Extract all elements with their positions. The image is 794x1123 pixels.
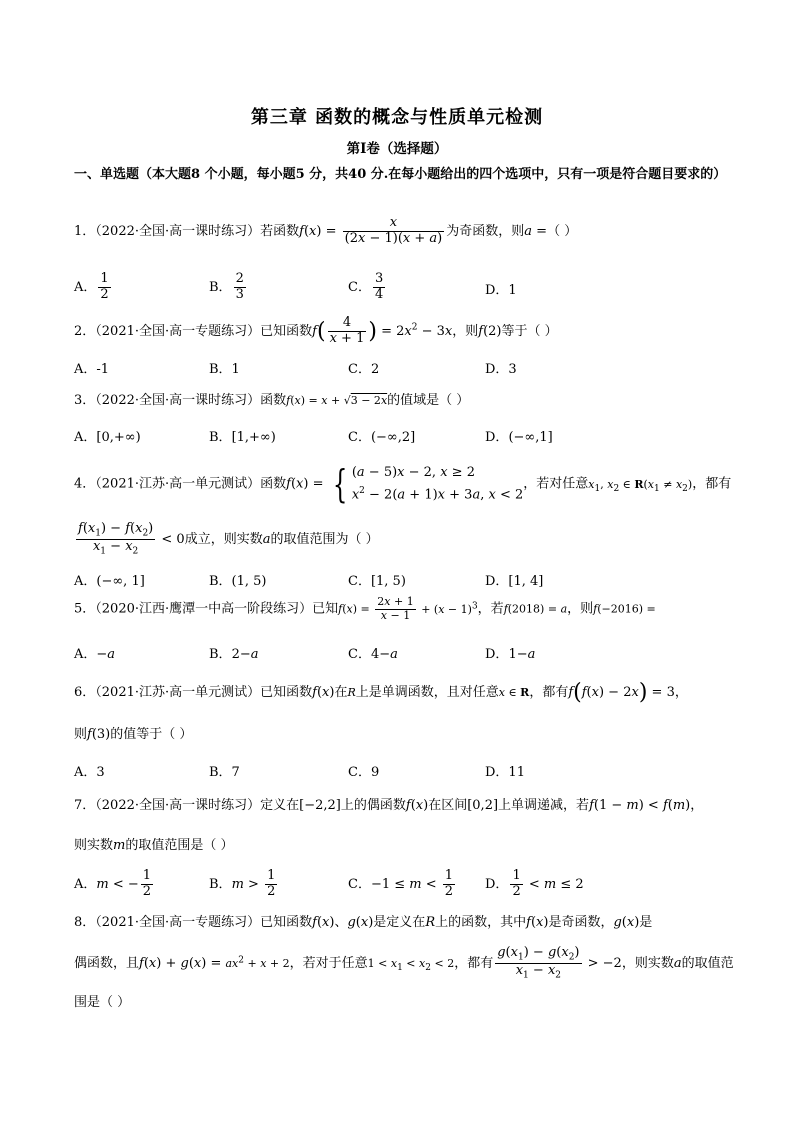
option-5b: B．2−a [209, 647, 259, 662]
option-3a: A．[0,+∞) [74, 430, 141, 445]
question-6: 6．（2021·江苏·高一单元测试）已知函数f(x)在R上是单调函数，且对任意x ∈ R，都有f(f(x) − 2x) = 3， [74, 680, 688, 705]
option-6c: C．9 [348, 765, 380, 780]
option-7b: B．m > $\frac{1}{2}$ [209, 868, 276, 899]
option-6b: B．7 [209, 765, 240, 780]
option-3d: D．(−∞,1] [485, 430, 553, 445]
section-heading: 一、单选题（本大题8 个小题，每小题5 分，共40 分.在每小题给出的四个选项中，只有一项是符合题目要求的） [74, 167, 727, 182]
option-5c: C．4−a [348, 647, 398, 662]
option-2d: D．3 [485, 362, 517, 377]
option-7a: A．m < − $\frac{1}{2}$ [74, 868, 152, 899]
option-4c: C．[1, 5) [348, 574, 406, 589]
question-3: 3．（2022·全国·高一课时练习）函数f(x) = x + √3 − 2x的值域是（ ） [74, 393, 470, 408]
option-3b: B．[1,+∞) [209, 430, 276, 445]
option-2c: C．2 [348, 362, 380, 377]
option-5a: A．−a [74, 647, 116, 662]
option-1c: C． $\frac{3}{4}$ [348, 271, 384, 302]
option-4d: D．[1, 4] [485, 574, 544, 589]
option-4a: A．(−∞, 1] [74, 574, 145, 589]
formula-fraction: $\frac{x}{(2x - 1)(x + a)}$ [344, 215, 443, 246]
question-5: 5．（2020·江西·鹰潭一中高一阶段练习）已知f(x) = $\frac{2x + 1}{x - 1}$ + $(x - 1)^3$，若f(2018) = a，则f(−2016) = [74, 595, 656, 622]
question-6-line-2: 则f(3)的值等于（ ） [74, 727, 193, 742]
question-7: 7．（2022·全国·高一课时练习）定义在[−2,2]上的偶函数f(x)在区间[0,2]上单调递减，若f(1 − m) < f(m)， [74, 798, 704, 813]
option-5d: D．1−a [485, 647, 536, 662]
option-2b: B．1 [209, 362, 240, 377]
page-title: 第三章 函数的概念与性质单元检测 [250, 107, 544, 128]
question-4: 4．（2021·江苏·高一单元测试）函数f(x) = { (a − 5)x − 2, x ≥ 2 $x^2 - 2(a + 1)x + 3a$, x < 2 ，若对任意$x_1$, $x_2$ ∈ $R(x_1 \ne x_2)$，都有 [74, 462, 732, 507]
option-7d: D． $\frac{1}{2}$ < m ≤ 2 [485, 868, 584, 899]
option-2a: A．-1 [74, 362, 110, 377]
option-1d: D．1 [485, 283, 517, 298]
question-1: 1．（2022·全国·高一课时练习）若函数f(x) = $\frac{x}{(2x - 1)(x + a)}$ 为奇函数，则a =（ ） [74, 215, 578, 246]
question-8-line-3: 围是（ ） [74, 995, 131, 1010]
option-1b: B． $\frac{2}{3}$ [209, 271, 244, 302]
option-3c: C．(−∞,2] [348, 430, 416, 445]
option-7c: C．−1 ≤ m < $\frac{1}{2}$ [348, 868, 454, 899]
part-subtitle: 第Ⅰ卷（选择题） [346, 141, 448, 157]
question-4-line-2: $\frac{f(x_1) - f(x_2)}{x_1 - x_2}$ < 0成立，则实数a的取值范围为（ ） [78, 521, 379, 557]
question-7-line-2: 则实数m的取值范围是（ ） [74, 838, 234, 853]
question-8-line-2: 偶函数，且$f(x) + g(x) = ax^2 + x + 2$，若对于任意$1 < x_1 < x_2 < 2$，都有 $\frac{g(x_1) - g(x_2)}{x_1 - x_2}$ > −2，则实数a的取值范 [74, 945, 734, 981]
option-6a: A．3 [74, 765, 105, 780]
option-1a: A． $\frac{1}{2}$ [74, 271, 109, 302]
option-4b: B．(1, 5) [209, 574, 267, 589]
question-2: 2．（2021·全国·高一专题练习）已知函数f( $\frac{4}{x + 1}$ ) = $2x^2 - 3x$，则f(2)等于（ ） [74, 315, 558, 346]
option-6d: D．11 [485, 765, 525, 780]
question-8: 8．（2021·全国·高一专题练习）已知函数f(x)、g(x)是定义在R上的函数，其中f(x)是奇函数，g(x)是 [74, 915, 653, 930]
